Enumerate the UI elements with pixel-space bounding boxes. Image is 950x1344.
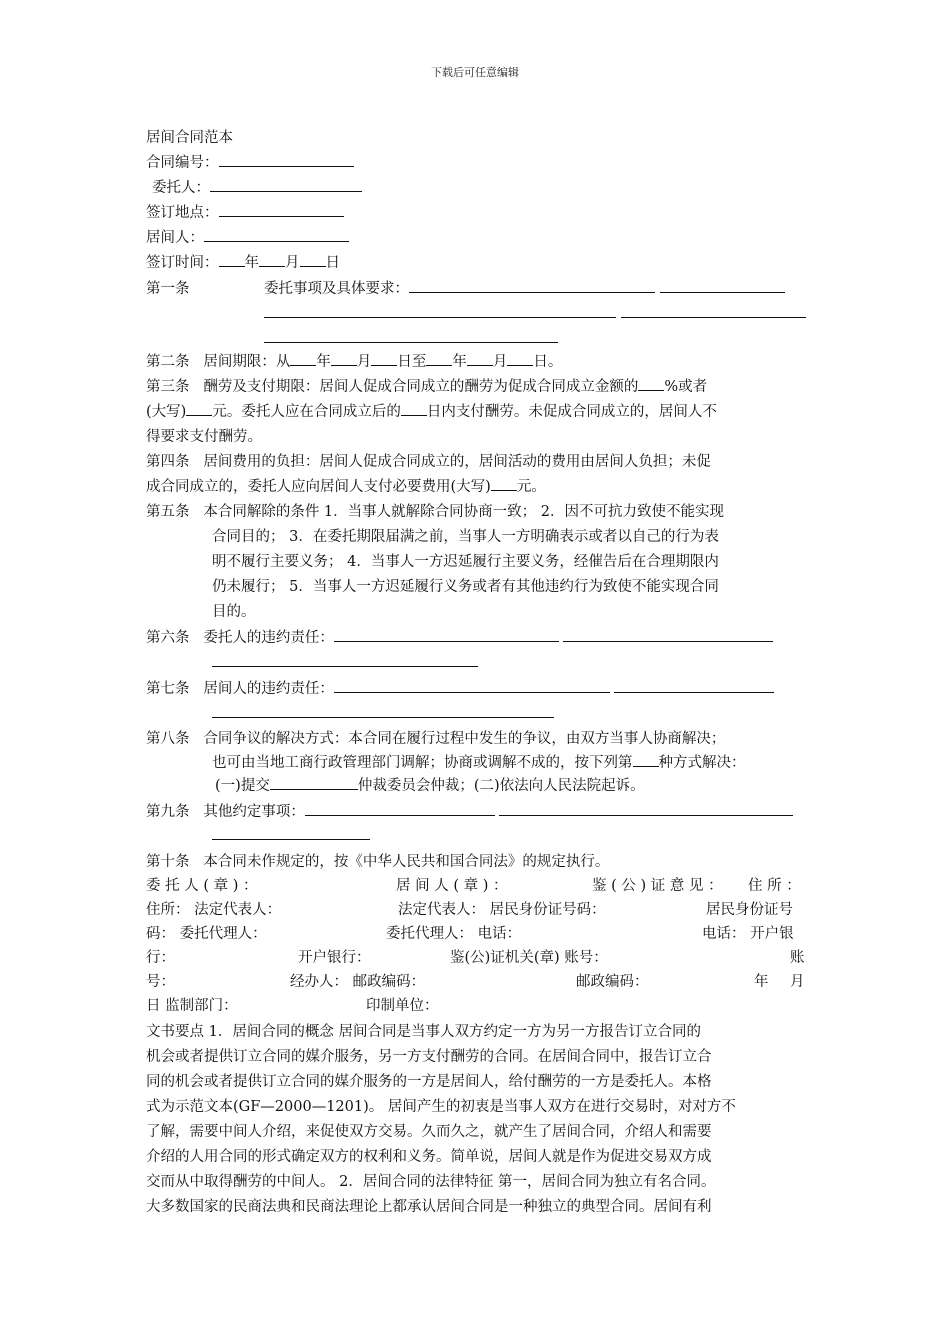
article-1-no: 第一条 (146, 281, 190, 297)
field-sign-place (146, 201, 344, 225)
article-6-line-2 (212, 651, 478, 675)
article-text: 酬劳及支付期限：居间人促成合同成立的酬劳为促成合同成立金额的 (203, 379, 639, 395)
sig-text: 经办人： 邮政编码： (290, 974, 426, 990)
notes-line-8: 大多数国家的民商法典和民商法理论上都承认居间合同是一种独立的典型合同。居间有利 (146, 1199, 712, 1215)
blank-line (638, 375, 664, 391)
blank-line (212, 824, 370, 840)
article-text: 居间期限：从 (203, 354, 291, 370)
sig-text: 委托代理人： 电话： (386, 926, 522, 942)
notes-line-6: 介绍的人用合同的形式确定双方的权利和义务。简单说，居间人就是作为促进交易双方成 (146, 1149, 712, 1165)
document-title: 居间合同范本 (146, 130, 233, 146)
article-5-line-1 (146, 500, 724, 524)
blank-line (426, 350, 452, 366)
field-intermediary (146, 226, 349, 250)
article-1-text (264, 277, 785, 301)
blank-line (331, 350, 357, 366)
article-no: 第九条 (146, 804, 190, 820)
unit-year: 年 (452, 354, 467, 370)
sig-address: 住 所 ： (748, 878, 801, 894)
article-5-line-5: 目的。 (212, 604, 256, 620)
unit-day-to: 日至 (397, 354, 427, 370)
blank-line (507, 350, 533, 366)
notes-line-3: 同的机会或者提供订立合同的媒介服务的一方是居间人，给付酬劳的一方是委托人。本格 (146, 1074, 712, 1090)
blank-line (660, 277, 785, 293)
article-text: 仲裁委员会仲裁；(二)依法向人民法院起诉。 (357, 778, 645, 794)
article-text: 成合同成立的，委托人应向居间人支付必要费用(大写) (146, 479, 491, 495)
article-1-label: 委托事项及具体要求： (264, 281, 409, 297)
article-6-line-1 (146, 626, 773, 650)
blank-line (621, 302, 806, 318)
blank-line (264, 327, 558, 343)
blank-line (614, 677, 774, 693)
article-9-line-1 (146, 800, 793, 824)
field-label: 合同编号： (146, 155, 219, 171)
field-label: 签订地点： (146, 205, 219, 221)
blank-line (334, 626, 559, 642)
article-text: (大写) (146, 404, 187, 420)
sig-text: 鉴(公)证机关(章) 账号： (450, 950, 608, 966)
sig-text: 年 (754, 974, 769, 990)
blank-line (305, 800, 495, 816)
article-4-line-1 (146, 450, 711, 474)
article-text: 日内支付酬劳。未促成合同成立的，居间人不 (426, 404, 717, 420)
sig-text: 居民身份证号 (706, 902, 793, 918)
article-8-line-1 (146, 727, 725, 751)
sig-text: 账 (790, 950, 805, 966)
blank-line (212, 702, 554, 718)
article-9-line-2 (212, 824, 370, 848)
sig-text: 月 (790, 974, 805, 990)
sig-text: 法定代表人： 居民身份证号码： (398, 902, 606, 918)
article-text: 委托人的违约责任： (203, 630, 334, 646)
blank-line (219, 251, 245, 267)
article-text: 本合同未作规定的，按《中华人民共和国合同法》的规定执行。 (203, 854, 610, 870)
blank-line (264, 302, 616, 318)
blank-line (259, 251, 285, 267)
notes-line-2: 机会或者提供订立合同的媒介服务，另一方支付酬劳的合同。在居间合同中，报告订立合 (146, 1049, 712, 1065)
article-5-line-3: 明不履行主要义务； 4．当事人一方迟延履行主要义务，经催告后在合理期限内 (212, 554, 719, 570)
article-text: 元。委托人应在合同成立后的 (212, 404, 401, 420)
blank-line (204, 226, 349, 242)
field-label: 签订时间： (146, 255, 219, 271)
article-no: 第八条 (146, 731, 190, 747)
sig-text: 行： (146, 950, 175, 966)
article-text: 也可由当地工商行政管理部门调解；协商或调解不成的，按下列第 (212, 755, 633, 771)
blank-line (219, 151, 354, 167)
article-text: 居间人的违约责任： (203, 681, 334, 697)
notes-line-1: 文书要点 1．居间合同的概念 居间合同是当事人双方约定一方为另一方报告订立合同的 (146, 1024, 701, 1040)
article-text: 元。 (516, 479, 546, 495)
blank-line (290, 350, 316, 366)
article-no: 第三条 (146, 379, 190, 395)
blank-line (186, 400, 212, 416)
blank-line (210, 176, 362, 192)
article-4-line-2 (146, 475, 546, 499)
article-3-line-3: 得要求支付酬劳。 (146, 429, 262, 445)
article-text: 本合同解除的条件 1．当事人就解除合同协商一致； 2．因不可抗力致使不能实现 (203, 504, 724, 520)
article-no: 第四条 (146, 454, 190, 470)
article-5-line-2: 合同目的； 3．在委托期限届满之前，当事人一方明确表示或者以自己的行为表 (212, 529, 719, 545)
sig-text: 印制单位： (366, 998, 439, 1014)
sig-text: 开户银行： (298, 950, 371, 966)
article-7-line-2 (212, 702, 554, 726)
article-3-line-1 (146, 375, 707, 399)
article-text: 居间费用的负担：居间人促成合同成立的，居间活动的费用由居间人负担；未促 (203, 454, 711, 470)
article-8-line-3 (215, 774, 645, 798)
unit-month: 月 (492, 354, 508, 370)
blank-line (491, 475, 517, 491)
unit-day: 日。 (533, 354, 563, 370)
article-no: 第七条 (146, 681, 190, 697)
unit-month: 月 (285, 255, 300, 271)
sig-text: 电话： 开户银 (702, 926, 794, 942)
field-sign-time (146, 251, 340, 275)
blank-line (270, 774, 358, 790)
blank-line (300, 251, 326, 267)
article-no: 第二条 (146, 354, 190, 370)
sig-text: 邮政编码： (576, 974, 649, 990)
article-7-line-1 (146, 677, 774, 701)
article-1-blank-3 (264, 327, 558, 351)
blank-line (371, 350, 397, 366)
article-5-line-4: 仍未履行； 5．当事人一方迟延履行义务或者有其他违约行为致使不能实现合同 (212, 579, 719, 595)
notes-line-4: 式为示范文本(GF—2000—1201)。 居间产生的初衷是当事人双方在进行交易时，对对方不 (146, 1099, 736, 1115)
article-text: (一)提交 (215, 778, 270, 794)
blank-line (219, 201, 344, 217)
article-text: 种方式解决： (658, 755, 746, 771)
sig-principal-seal: 委 托 人 ( 章 ) ： (146, 878, 258, 894)
blank-line (409, 277, 655, 293)
blank-line (334, 677, 610, 693)
field-contract-no (146, 151, 354, 175)
article-text: 合同争议的解决方式：本合同在履行过程中发生的争议，由双方当事人协商解决； (203, 731, 726, 747)
sig-text: 日 监制部门： (146, 998, 238, 1014)
article-text: %或者 (664, 379, 708, 395)
unit-year: 年 (316, 354, 331, 370)
sig-text: 住所： 法定代表人： (146, 902, 282, 918)
unit-month: 月 (356, 354, 372, 370)
notes-line-5: 了解，需要中间人介绍，来促使双方交易。久而久之，就产生了居间合同，介绍人和需要 (146, 1124, 712, 1140)
sig-notary-opinion: 鉴 ( 公 ) 证 意 见 ： (592, 878, 723, 894)
unit-day: 日 (325, 255, 340, 271)
field-principal (152, 176, 362, 200)
blank-line (499, 800, 793, 816)
article-text: 其他约定事项： (203, 804, 305, 820)
article-no: 第六条 (146, 630, 190, 646)
article-3-line-2 (146, 400, 717, 424)
article-1-blank-2 (264, 302, 806, 326)
blank-line (401, 400, 427, 416)
article-8-line-2 (212, 751, 746, 775)
sig-intermediary-seal: 居 间 人 ( 章 ) ： (396, 878, 508, 894)
page-header: 下载后可任意编辑 (431, 66, 519, 79)
field-label: 居间人： (146, 230, 204, 246)
article-no: 第五条 (146, 504, 190, 520)
article-2 (146, 350, 562, 374)
blank-line (212, 651, 478, 667)
blank-line (563, 626, 773, 642)
article-no: 第十条 (146, 854, 190, 870)
unit-year: 年 (244, 255, 259, 271)
field-label: 委托人： (152, 180, 210, 196)
notes-line-7: 交而从中取得酬劳的中间人。 2．居间合同的法律特征 第一，居间合同为独立有名合同。 (146, 1174, 716, 1190)
sig-text: 号： (146, 974, 175, 990)
sig-text: 码： 委托代理人： (146, 926, 267, 942)
blank-line (633, 751, 659, 767)
blank-line (467, 350, 493, 366)
article-10 (146, 850, 609, 874)
